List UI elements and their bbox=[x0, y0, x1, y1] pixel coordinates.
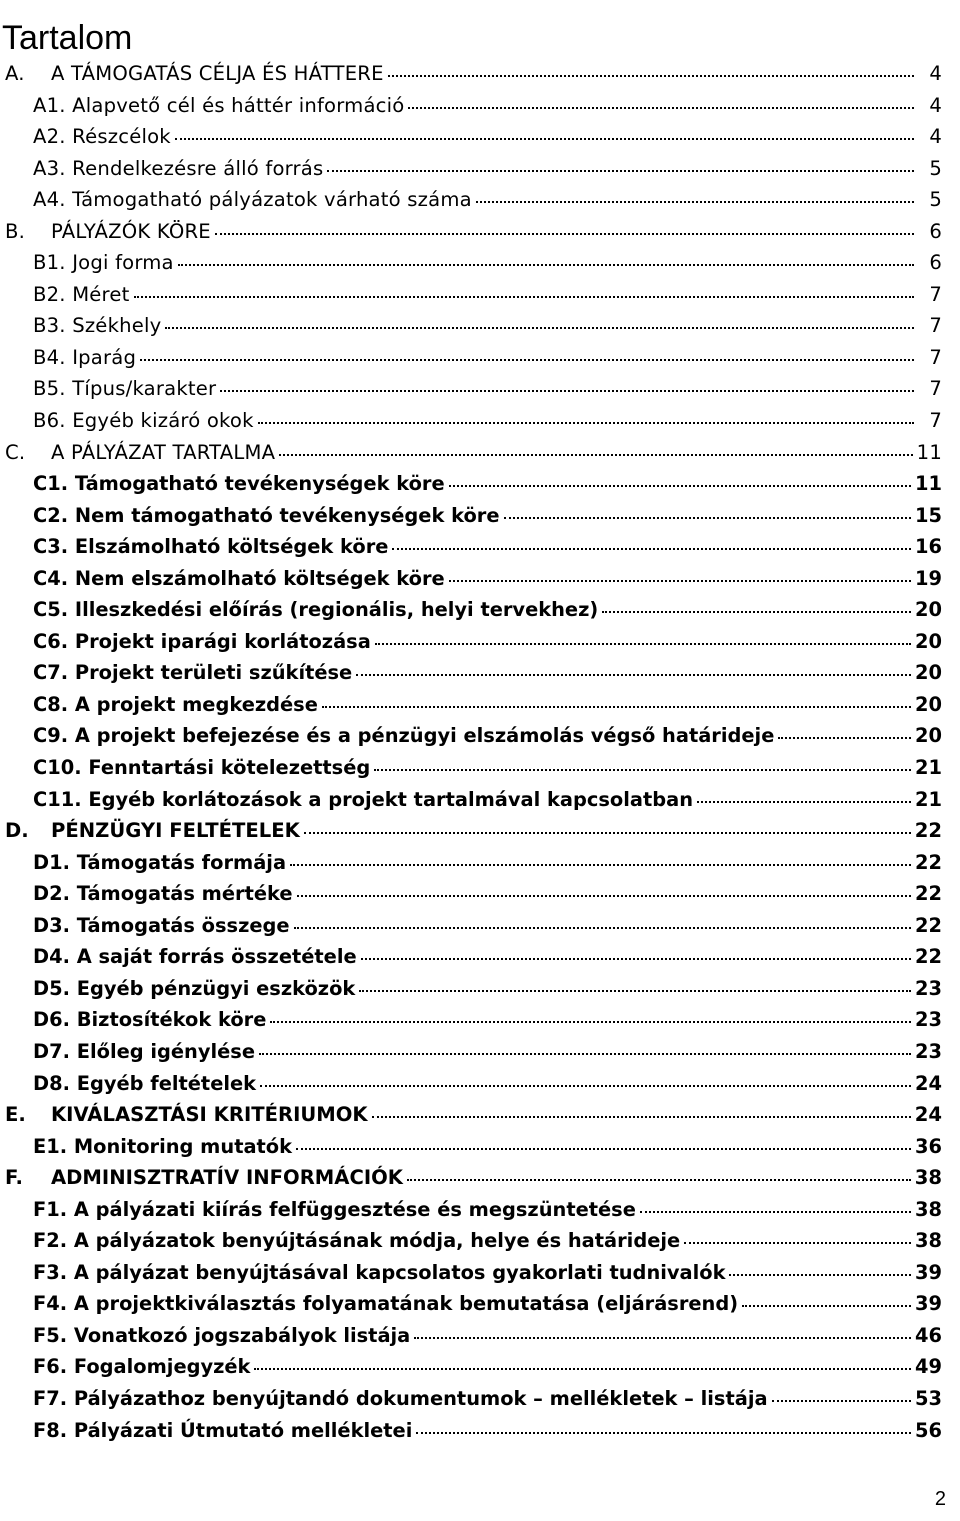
dot-leader bbox=[254, 1368, 911, 1370]
toc-entry-code: C11. bbox=[33, 787, 82, 811]
toc-entry[interactable] bbox=[0, 752, 960, 784]
table-of-contents bbox=[0, 58, 960, 1446]
toc-entry-code: B3. bbox=[33, 314, 66, 338]
toc-entry-label: Támogatás mértéke bbox=[76, 882, 293, 906]
toc-entry[interactable] bbox=[0, 279, 960, 311]
toc-entry[interactable] bbox=[0, 1131, 960, 1163]
toc-entry-label: A TÁMOGATÁS CÉLJA ÉS HÁTTERE bbox=[51, 62, 384, 85]
toc-entry-page: 22 bbox=[915, 850, 942, 874]
toc-entry-page: 38 bbox=[915, 1229, 942, 1253]
toc-entry-label: A pályázatok benyújtásának módja, helye és határideje bbox=[73, 1229, 681, 1253]
toc-entry-label: Méret bbox=[72, 282, 130, 306]
toc-entry-label: PÉNZÜGYI FELTÉTELEK bbox=[51, 819, 300, 843]
dot-leader bbox=[260, 1085, 911, 1087]
toc-entry-label: Monitoring mutatók bbox=[73, 1134, 293, 1158]
toc-entry[interactable] bbox=[0, 468, 960, 500]
dot-leader bbox=[279, 454, 912, 456]
toc-entry-label: Fenntartási kötelezettség bbox=[88, 756, 371, 780]
toc-entry-page: 38 bbox=[914, 1166, 942, 1190]
toc-entry[interactable] bbox=[0, 1351, 960, 1383]
dot-leader bbox=[258, 422, 914, 424]
toc-entry[interactable] bbox=[0, 1099, 960, 1131]
toc-entry-code: F5. bbox=[33, 1323, 68, 1347]
dot-leader bbox=[327, 170, 914, 172]
toc-entry-label: Előleg igénylése bbox=[76, 1039, 255, 1063]
toc-entry[interactable] bbox=[0, 1415, 960, 1447]
toc-entry-label: Egyéb kizáró okok bbox=[72, 409, 254, 433]
toc-entry-label: Támogatás összege bbox=[76, 913, 290, 937]
toc-entry-page: 20 bbox=[915, 661, 942, 685]
toc-entry-page: 4 bbox=[929, 62, 942, 85]
toc-entry-code: B2. bbox=[33, 282, 66, 306]
dot-leader bbox=[602, 611, 911, 613]
toc-entry-label: ADMINISZTRATÍV INFORMÁCIÓK bbox=[51, 1166, 403, 1190]
toc-entry[interactable] bbox=[0, 184, 960, 216]
dot-leader bbox=[270, 1021, 911, 1023]
toc-entry-code: C9. bbox=[33, 724, 69, 748]
dot-leader bbox=[388, 75, 914, 77]
toc-entry-code: B. bbox=[5, 219, 26, 243]
toc-entry-code: A. bbox=[5, 62, 25, 85]
toc-entry-page: 38 bbox=[915, 1197, 942, 1221]
toc-entry-page: 39 bbox=[915, 1292, 942, 1316]
toc-entry[interactable] bbox=[0, 1004, 960, 1036]
toc-entry-page: 20 bbox=[915, 724, 942, 748]
toc-entry-label: A projekt megkezdése bbox=[74, 692, 318, 716]
toc-entry-label: Székhely bbox=[72, 314, 162, 338]
toc-entry-code: C8. bbox=[33, 692, 69, 716]
toc-entry-label: Vonatkozó jogszabályok listája bbox=[73, 1323, 411, 1347]
toc-entry-code: E1. bbox=[33, 1134, 68, 1158]
toc-entry-code: F2. bbox=[33, 1229, 68, 1253]
toc-entry-label: Pályázathoz benyújtandó dokumentumok – mellékletek – listája bbox=[73, 1386, 768, 1410]
toc-entry-label: A projektkiválasztás folyamatának bemutatása (eljárásrend) bbox=[73, 1292, 739, 1316]
toc-entry-code: D6. bbox=[33, 1008, 70, 1032]
toc-entry-code: C7. bbox=[33, 661, 69, 685]
toc-entry-code: B1. bbox=[33, 251, 66, 275]
toc-entry-label: Egyéb korlátozások a projekt tartalmával kapcsolatban bbox=[88, 787, 694, 811]
toc-entry-page: 11 bbox=[915, 472, 942, 496]
toc-entry-page: 23 bbox=[915, 1008, 942, 1032]
toc-entry-page: 6 bbox=[929, 251, 942, 275]
toc-entry-page: 22 bbox=[915, 913, 942, 937]
toc-entry-code: D3. bbox=[33, 913, 70, 937]
toc-entry-code: D1. bbox=[33, 850, 70, 874]
toc-entry-label: Iparág bbox=[72, 345, 137, 369]
toc-entry[interactable] bbox=[0, 689, 960, 721]
dot-leader bbox=[742, 1305, 911, 1307]
dot-leader bbox=[259, 1053, 911, 1055]
toc-entry[interactable] bbox=[0, 437, 960, 469]
toc-entry[interactable] bbox=[0, 247, 960, 279]
toc-entry[interactable] bbox=[0, 153, 960, 185]
toc-entry[interactable] bbox=[0, 847, 960, 879]
toc-entry-code: F1. bbox=[33, 1197, 68, 1221]
toc-entry-page: 4 bbox=[929, 93, 942, 117]
toc-entry[interactable] bbox=[0, 1288, 960, 1320]
toc-entry-label: Egyéb feltételek bbox=[76, 1071, 257, 1095]
toc-entry[interactable] bbox=[0, 720, 960, 752]
toc-entry-label: PÁLYÁZÓK KÖRE bbox=[51, 219, 211, 243]
dot-leader bbox=[290, 864, 911, 866]
toc-entry-code: D4. bbox=[33, 945, 70, 969]
toc-entry-label: Támogatható pályázatok várható száma bbox=[72, 188, 472, 212]
dot-leader bbox=[407, 1179, 911, 1181]
toc-entry-code: A4. bbox=[33, 188, 66, 212]
toc-entry[interactable] bbox=[0, 531, 960, 563]
toc-entry-page: 7 bbox=[929, 345, 942, 369]
toc-entry-label: Biztosítékok köre bbox=[76, 1008, 267, 1032]
toc-entry-page: 11 bbox=[916, 440, 942, 464]
toc-entry[interactable] bbox=[0, 1225, 960, 1257]
toc-entry[interactable] bbox=[0, 910, 960, 942]
dot-leader bbox=[449, 580, 911, 582]
toc-entry[interactable] bbox=[0, 90, 960, 122]
dot-leader bbox=[697, 801, 911, 803]
toc-entry[interactable] bbox=[0, 784, 960, 816]
toc-entry-page: 22 bbox=[915, 882, 942, 906]
toc-entry-page: 39 bbox=[915, 1260, 942, 1284]
toc-entry-code: B6. bbox=[33, 409, 66, 433]
toc-entry-page: 24 bbox=[915, 1071, 942, 1095]
dot-leader bbox=[322, 706, 911, 708]
toc-entry-code: D7. bbox=[33, 1039, 70, 1063]
dot-leader bbox=[297, 895, 911, 897]
dot-leader bbox=[361, 958, 911, 960]
toc-entry-label: A PÁLYÁZAT TARTALMA bbox=[51, 440, 276, 464]
toc-entry-label: Jogi forma bbox=[72, 251, 174, 275]
toc-entry-code: C3. bbox=[33, 535, 69, 559]
toc-entry-page: 5 bbox=[929, 188, 942, 212]
dot-leader bbox=[165, 327, 914, 329]
dot-leader bbox=[729, 1274, 911, 1276]
toc-entry[interactable] bbox=[0, 342, 960, 374]
dot-leader bbox=[392, 548, 911, 550]
toc-entry[interactable] bbox=[0, 58, 960, 90]
toc-entry[interactable] bbox=[0, 1383, 960, 1415]
toc-entry[interactable] bbox=[0, 1068, 960, 1100]
dot-leader bbox=[640, 1211, 911, 1213]
dot-leader bbox=[175, 138, 914, 140]
toc-entry-label: A pályázati kiírás felfüggesztése és megszüntetése bbox=[73, 1197, 636, 1221]
dot-leader bbox=[296, 1148, 911, 1150]
toc-entry[interactable] bbox=[0, 216, 960, 248]
toc-entry-page: 21 bbox=[915, 756, 942, 780]
toc-entry-label: A saját forrás összetétele bbox=[76, 945, 357, 969]
dot-leader bbox=[220, 390, 914, 392]
toc-entry-page: 20 bbox=[915, 629, 942, 653]
toc-entry-code: F4. bbox=[33, 1292, 68, 1316]
toc-entry-page: 7 bbox=[929, 409, 942, 433]
toc-entry-code: D5. bbox=[33, 976, 70, 1000]
toc-entry-label: A pályázat benyújtásával kapcsolatos gyakorlati tudnivalók bbox=[73, 1260, 726, 1284]
toc-entry-code: C1. bbox=[33, 472, 69, 496]
toc-entry-code: D8. bbox=[33, 1071, 70, 1095]
dot-leader bbox=[140, 359, 914, 361]
dot-leader bbox=[778, 737, 911, 739]
toc-entry-code: C6. bbox=[33, 629, 69, 653]
dot-leader bbox=[356, 674, 911, 676]
dot-leader bbox=[408, 107, 914, 109]
toc-entry-label: Egyéb pénzügyi eszközök bbox=[76, 976, 356, 1000]
page-number: 2 bbox=[934, 1488, 946, 1510]
toc-entry-page: 23 bbox=[915, 1039, 942, 1063]
toc-entry-code: F3. bbox=[33, 1260, 68, 1284]
toc-entry-page: 21 bbox=[915, 787, 942, 811]
toc-entry-code: F. bbox=[5, 1166, 23, 1190]
toc-entry[interactable] bbox=[0, 563, 960, 595]
toc-entry-page: 20 bbox=[915, 692, 942, 716]
toc-entry-page: 53 bbox=[915, 1386, 942, 1410]
toc-entry-page: 16 bbox=[915, 535, 942, 559]
toc-entry[interactable] bbox=[0, 626, 960, 658]
toc-entry-code: C5. bbox=[33, 598, 69, 622]
dot-leader bbox=[504, 517, 912, 519]
dot-leader bbox=[416, 1432, 911, 1434]
toc-entry-code: C4. bbox=[33, 566, 69, 590]
toc-entry-page: 49 bbox=[915, 1355, 942, 1379]
dot-leader bbox=[372, 1116, 911, 1118]
toc-entry-page: 46 bbox=[915, 1323, 942, 1347]
toc-entry-page: 7 bbox=[929, 377, 942, 401]
toc-entry[interactable] bbox=[0, 941, 960, 973]
toc-entry-page: 22 bbox=[915, 945, 942, 969]
toc-entry[interactable] bbox=[0, 878, 960, 910]
toc-entry-page: 56 bbox=[915, 1418, 942, 1442]
toc-entry-label: Típus/karakter bbox=[72, 377, 217, 401]
toc-entry-label: Elszámolható költségek köre bbox=[74, 535, 389, 559]
dot-leader bbox=[215, 233, 914, 235]
toc-entry-label: Alapvető cél és háttér információ bbox=[72, 93, 405, 117]
toc-entry[interactable] bbox=[0, 1320, 960, 1352]
toc-entry-page: 7 bbox=[929, 282, 942, 306]
toc-entry[interactable] bbox=[0, 815, 960, 847]
toc-entry-page: 4 bbox=[929, 125, 942, 149]
dot-leader bbox=[294, 927, 911, 929]
toc-entry-code: C10. bbox=[33, 756, 82, 780]
toc-entry[interactable] bbox=[0, 1194, 960, 1226]
toc-entry-page: 6 bbox=[929, 219, 942, 243]
toc-entry-label: Projekt iparági korlátozása bbox=[74, 629, 371, 653]
toc-entry[interactable] bbox=[0, 405, 960, 437]
toc-entry[interactable] bbox=[0, 1162, 960, 1194]
toc-entry-code: F8. bbox=[33, 1418, 68, 1442]
dot-leader bbox=[449, 485, 911, 487]
dot-leader bbox=[304, 832, 911, 834]
toc-entry-code: A1. bbox=[33, 93, 66, 117]
toc-entry-code: F7. bbox=[33, 1386, 68, 1410]
dot-leader bbox=[134, 296, 914, 298]
toc-entry-code: C2. bbox=[33, 503, 69, 527]
toc-entry-label: Támogatás formája bbox=[76, 850, 287, 874]
toc-entry-label: A projekt befejezése és a pénzügyi elszámolás végső határideje bbox=[74, 724, 775, 748]
toc-entry-page: 22 bbox=[914, 819, 942, 843]
toc-entry-code: D. bbox=[5, 819, 29, 843]
toc-entry-code: C. bbox=[5, 440, 26, 464]
dot-leader bbox=[178, 264, 914, 266]
dot-leader bbox=[414, 1337, 911, 1339]
toc-entry-code: B5. bbox=[33, 377, 66, 401]
dot-leader bbox=[374, 769, 911, 771]
toc-entry-page: 15 bbox=[915, 503, 942, 527]
toc-entry-code: E. bbox=[5, 1103, 26, 1127]
page-title: Tartalom bbox=[2, 18, 133, 57]
toc-entry-label: Illeszkedési előírás (regionális, helyi tervekhez) bbox=[74, 598, 599, 622]
toc-entry-code: F6. bbox=[33, 1355, 68, 1379]
toc-entry[interactable] bbox=[0, 1257, 960, 1289]
toc-entry-page: 7 bbox=[929, 314, 942, 338]
dot-leader bbox=[684, 1242, 911, 1244]
dot-leader bbox=[375, 643, 911, 645]
toc-entry-page: 23 bbox=[915, 976, 942, 1000]
toc-entry-code: A3. bbox=[33, 156, 66, 180]
toc-entry-label: Fogalomjegyzék bbox=[73, 1355, 251, 1379]
dot-leader bbox=[476, 201, 914, 203]
toc-entry-page: 24 bbox=[914, 1103, 942, 1127]
toc-entry-label: KIVÁLASZTÁSI KRITÉRIUMOK bbox=[51, 1103, 368, 1127]
toc-entry-label: Projekt területi szűkítése bbox=[74, 661, 353, 685]
toc-entry-label: Nem elszámolható költségek köre bbox=[74, 566, 445, 590]
toc-entry[interactable] bbox=[0, 1036, 960, 1068]
toc-entry[interactable] bbox=[0, 973, 960, 1005]
toc-entry-code: D2. bbox=[33, 882, 70, 906]
toc-entry-label: Támogatható tevékenységek köre bbox=[74, 472, 445, 496]
toc-entry[interactable] bbox=[0, 657, 960, 689]
toc-entry-code: B4. bbox=[33, 345, 66, 369]
toc-entry-label: Nem támogatható tevékenységek köre bbox=[74, 503, 500, 527]
toc-entry-page: 5 bbox=[929, 156, 942, 180]
dot-leader bbox=[359, 990, 911, 992]
toc-entry[interactable] bbox=[0, 594, 960, 626]
toc-entry-code: A2. bbox=[33, 125, 66, 149]
toc-entry[interactable] bbox=[0, 373, 960, 405]
toc-entry[interactable] bbox=[0, 121, 960, 153]
toc-entry-label: Pályázati Útmutató mellékletei bbox=[73, 1418, 413, 1442]
dot-leader bbox=[772, 1400, 911, 1402]
toc-entry-label: Rendelkezésre álló forrás bbox=[72, 156, 324, 180]
toc-entry[interactable] bbox=[0, 500, 960, 532]
toc-entry-page: 20 bbox=[915, 598, 942, 622]
toc-entry[interactable] bbox=[0, 310, 960, 342]
toc-entry-page: 36 bbox=[915, 1134, 942, 1158]
toc-entry-page: 19 bbox=[915, 566, 942, 590]
toc-entry-label: Részcélok bbox=[72, 125, 171, 149]
